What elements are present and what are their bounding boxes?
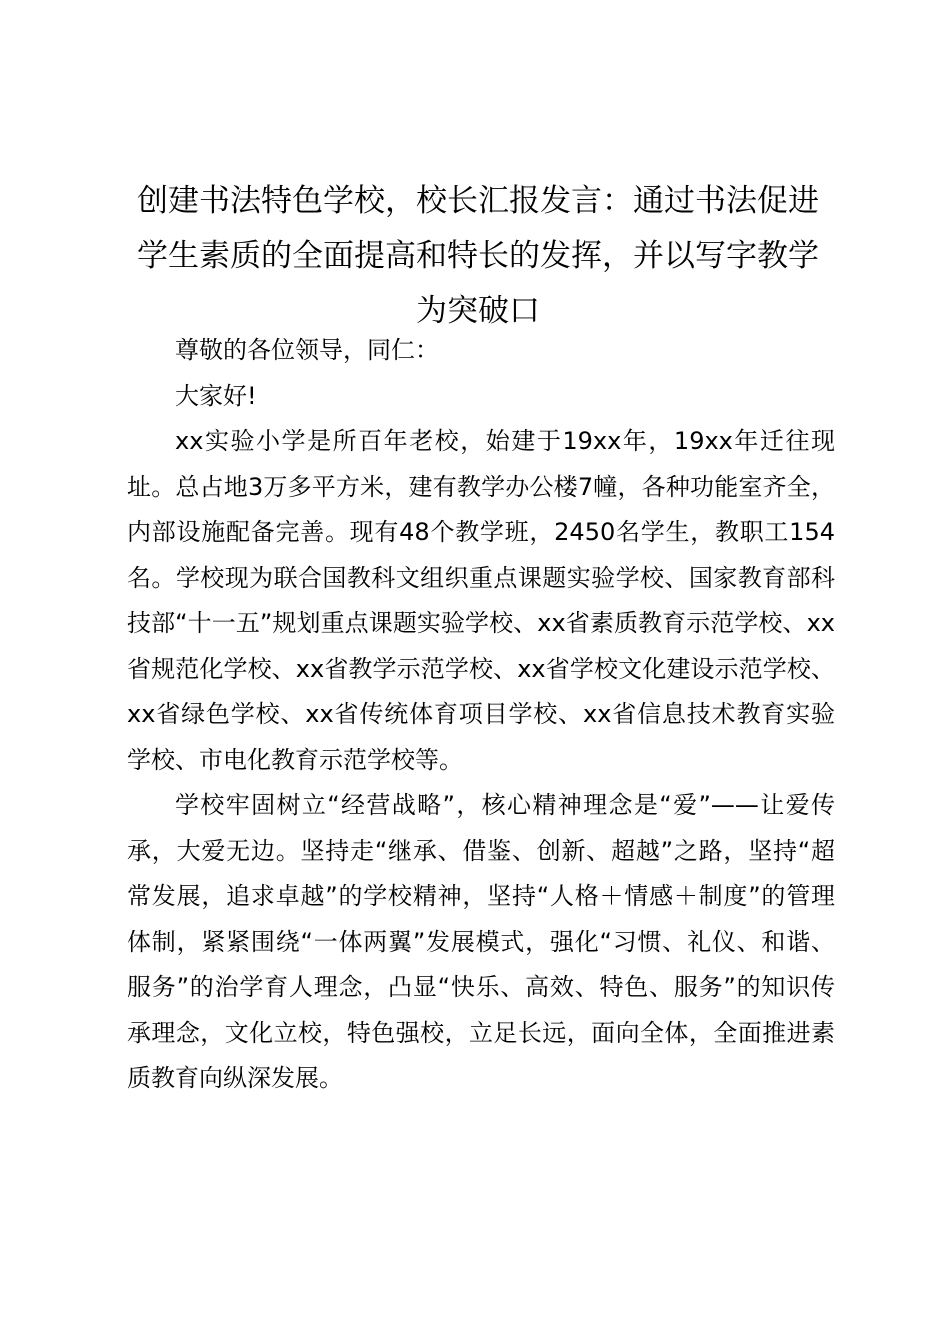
paragraph-school-philosophy: 学校牢固树立“经营战略”，核心精神理念是“爱”——让爱传承，大爱无边。坚持走“继承、借鉴、创新、超越”之路，坚持“超常发展，追求卓越”的学校精神，坚持“人格＋情感＋制度”的管理体制，紧紧围绕“一体两翼”发展模式，强化“习惯、礼仪、和谐、服务”的治学育人理念，凸显“快乐、高效、特色、服务”的知识传承理念，文化立校，特色强校，立足长远，面向全体，全面推进素质教育向纵深发展。 [127, 791, 835, 1092]
greeting: 大家好! [175, 381, 257, 410]
document-title: 创建书法特色学校，校长汇报发言：通过书法促进学生素质的全面提高和特长的发挥，并以写字教学为突破口 [137, 183, 819, 329]
salutation: 尊敬的各位领导，同仁： [175, 336, 439, 364]
paragraph-school-intro: xx实验小学是所百年老校，始建于19xx年，19xx年迁往现址。总占地3万多平方米，建有教学办公楼7幢，各种功能室齐全，内部设施配备完善。现有48个教学班，2450名学生，教职工154名。学校现为联合国教科文组织重点课题实验学校、国家教育部科技部“十一五”规划重点课题实验学校、xx省素质教育示范学校、xx省规范化学校、xx省教学示范学校、xx省学校文化建设示范学校、xx省绿色学校、xx省传统体育项目学校、xx省信息技术教育实验学校、市电化教育示范学校等。 [127, 427, 835, 774]
document-body [127, 328, 835, 1102]
